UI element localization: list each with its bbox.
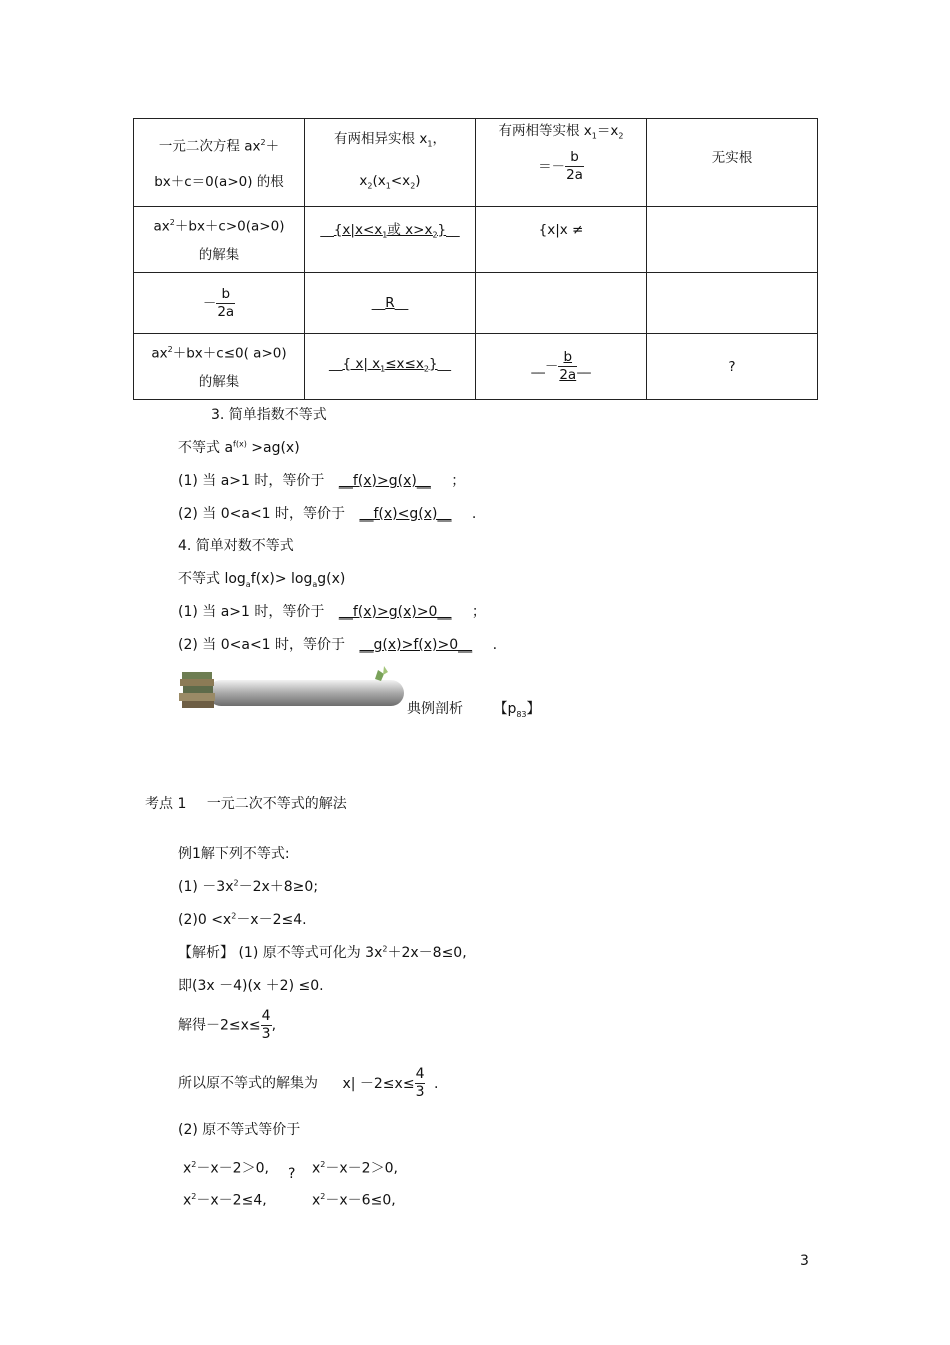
- equivalence-arrow-icon: ?: [288, 1166, 296, 1182]
- numerator: 4: [261, 1008, 271, 1024]
- example-intro: 例1解下列不等式:: [178, 846, 290, 862]
- blank: __: [531, 358, 545, 375]
- inequality-system-1: [183, 1151, 269, 1214]
- text: 【p: [493, 701, 517, 717]
- cell-text: －: [202, 295, 217, 311]
- answer-text: __g(x)>f(x)>0__: [359, 637, 473, 653]
- text: 】: [526, 701, 541, 717]
- kaodian-heading: [145, 793, 347, 813]
- solution-step-1: 即(3x －4)(x ＋2) ≤0.: [178, 978, 324, 994]
- text: －x－6≤0,: [325, 1192, 396, 1209]
- subscript: a: [312, 579, 318, 589]
- table-cell: [647, 119, 818, 207]
- text: 不等式 a: [178, 440, 234, 456]
- cell-text: 有两相异实根: [334, 130, 416, 147]
- blank: __: [437, 355, 452, 372]
- text: (1) 当 a>1 时，等价于: [178, 473, 325, 489]
- answer-text: { x| x: [342, 355, 381, 372]
- numerator: b: [563, 349, 573, 365]
- subscript: 2: [432, 230, 438, 240]
- denominator: 3: [415, 1084, 425, 1100]
- cell-text: {x|x ≠: [538, 222, 584, 238]
- answer-text: R: [385, 295, 395, 311]
- roots-solution-table: [133, 118, 818, 400]
- cell-text: x: [419, 130, 428, 147]
- text: ；: [471, 604, 486, 620]
- solution-step-3: [178, 1066, 438, 1101]
- cell-text: ＝x: [596, 123, 619, 139]
- superscript: 2: [260, 137, 266, 147]
- table-cell: [134, 273, 305, 334]
- superscript: 2: [191, 1160, 197, 1169]
- text: －x－2＞0,: [196, 1160, 269, 1177]
- superscript: f(x): [233, 439, 247, 449]
- text: (2) 当 0<a<1 时，等价于: [178, 637, 346, 653]
- text: (2)0 <x: [178, 912, 232, 928]
- subscript: 1: [382, 230, 388, 240]
- table-cell: [476, 273, 647, 334]
- section-4-inequality: [178, 568, 345, 589]
- superscript: 2: [320, 1160, 326, 1169]
- text: (1) 当 a>1 时，等价于: [178, 604, 325, 620]
- cell-text: ＝－: [538, 158, 566, 175]
- subscript: a: [245, 579, 251, 589]
- superscript: 2: [169, 217, 175, 227]
- inequality-system-2: [312, 1151, 398, 1214]
- table-cell: [134, 334, 305, 400]
- numerator: b: [221, 285, 231, 302]
- section-4-item-1: [178, 601, 486, 621]
- section-3-item-1: [178, 470, 465, 490]
- subscript: 1: [385, 181, 391, 191]
- text: 【解析】 (1) 原不等式可化为 3x: [178, 945, 383, 961]
- answer-text: __f(x)<g(x)__: [359, 506, 452, 522]
- text: －x－2≤4.: [236, 912, 307, 928]
- example-q1: [178, 876, 318, 896]
- text: －x－2＞0,: [325, 1160, 398, 1177]
- section-banner: [178, 664, 404, 714]
- text: x: [312, 1160, 321, 1177]
- cell-text: ): [415, 172, 421, 189]
- solution-step-2: 解得－2≤x≤ $\frac{4}{3}$ ,: [178, 1008, 277, 1042]
- banner-label: [407, 698, 541, 719]
- section-3-title: 3. 简单指数不等式: [211, 407, 327, 423]
- table-cell: [476, 119, 647, 207]
- table-cell: [134, 119, 305, 207]
- text: (1) －3x: [178, 879, 234, 895]
- cell-text: 一元二次方程: [158, 138, 240, 155]
- solution-step-4: (2) 原不等式等价于: [178, 1122, 301, 1138]
- fraction: [558, 349, 577, 384]
- table-row: [134, 334, 818, 400]
- text: >ag(x): [246, 440, 300, 456]
- text: x| －2≤x≤: [342, 1075, 415, 1092]
- blank: __: [371, 295, 386, 311]
- subscript: 1: [591, 131, 597, 141]
- superscript: 2: [382, 944, 388, 954]
- subscript: 2: [367, 181, 373, 191]
- subscript: 2: [423, 364, 429, 374]
- fraction: [415, 1066, 426, 1101]
- table-cell: [647, 334, 818, 400]
- blank: __: [577, 358, 591, 375]
- denominator: 2a: [217, 303, 235, 320]
- table-row: [134, 119, 818, 207]
- cell-text: bx＋c＝0(a>0) 的根: [154, 174, 284, 191]
- text: 一元二次不等式的解法: [206, 796, 347, 812]
- text: 不等式 log: [178, 571, 246, 587]
- subscript: 1: [380, 364, 386, 374]
- cell-text: ax: [151, 345, 168, 362]
- cell-text: (x: [372, 172, 386, 189]
- cell-text: x: [583, 123, 592, 139]
- text: .: [471, 506, 477, 522]
- denominator: 3: [261, 1026, 271, 1042]
- table-row: [134, 207, 818, 273]
- table-cell: [647, 273, 818, 334]
- superscript: 2: [231, 911, 237, 921]
- table-cell: [476, 207, 647, 273]
- example-q2: [178, 909, 307, 929]
- fraction: [565, 149, 584, 184]
- answer-text: __f(x)>g(x)__: [338, 473, 431, 489]
- table-cell: [647, 207, 818, 273]
- text: 解得－2≤x≤: [178, 1017, 261, 1034]
- text: 典例剖析: [407, 701, 463, 717]
- books-banner-icon: [178, 664, 404, 714]
- answer-text: __f(x)>g(x)>0__: [338, 604, 452, 620]
- text: x: [183, 1160, 192, 1177]
- text: ＋2x－8≤0,: [387, 945, 467, 961]
- blank: __: [328, 355, 343, 372]
- superscript: 2: [167, 344, 173, 354]
- text: ；: [451, 473, 466, 489]
- table-cell: [305, 273, 476, 334]
- cell-text: 有两相等实根: [498, 123, 580, 139]
- cell-text: 无实根: [711, 150, 753, 166]
- fraction: [216, 286, 235, 321]
- subscript: 2: [618, 131, 624, 141]
- superscript: 2: [233, 878, 239, 888]
- cell-text: ax: [153, 218, 170, 235]
- text: g(x): [317, 571, 346, 587]
- subscript: 83: [516, 709, 527, 719]
- text: .: [433, 1075, 439, 1092]
- cell-text: ，: [432, 130, 446, 147]
- subscript: 1: [427, 139, 433, 149]
- cell-text: ＋: [265, 138, 280, 155]
- table-cell: [476, 334, 647, 400]
- blank: __: [320, 222, 334, 238]
- numerator: 4: [415, 1066, 425, 1082]
- text: －x－2≤4,: [196, 1192, 267, 1209]
- section-3-inequality: [178, 437, 300, 457]
- cell-text: 的解集: [198, 374, 240, 391]
- text: .: [492, 637, 498, 653]
- denominator: 2a: [566, 167, 583, 184]
- cell-text: ?: [728, 358, 736, 375]
- numerator: b: [570, 149, 579, 166]
- table-row: [134, 273, 818, 334]
- answer-text: 或 x>x: [387, 222, 433, 238]
- table-cell: [305, 334, 476, 400]
- superscript: 2: [320, 1191, 326, 1201]
- text: 所以原不等式的解集为: [178, 1075, 318, 1092]
- text: (2) 当 0<a<1 时，等价于: [178, 506, 346, 522]
- cell-text: ax: [244, 138, 261, 155]
- page-number: 3: [800, 1253, 809, 1269]
- table-cell: [305, 207, 476, 273]
- answer-text: ≤x≤x: [385, 355, 424, 372]
- solution-line: [178, 942, 467, 962]
- superscript: 2: [191, 1191, 197, 1201]
- subscript: 2: [410, 181, 416, 191]
- blank: __: [446, 222, 460, 238]
- blank: __: [394, 295, 409, 311]
- cell-text: ＋bx＋c>0(a>0): [174, 218, 285, 235]
- section-3-item-2: [178, 503, 476, 523]
- cell-text: －: [544, 358, 559, 375]
- fraction: [261, 1008, 272, 1043]
- text: f(x)> log: [250, 571, 313, 587]
- answer-text: {x|x<x: [333, 222, 383, 238]
- table-cell: [305, 119, 476, 207]
- text: 考点 1: [145, 796, 187, 812]
- text: x: [183, 1192, 192, 1209]
- table-cell: [134, 207, 305, 273]
- section-4-title: 4. 简单对数不等式: [178, 538, 294, 554]
- answer-text: }: [428, 355, 438, 372]
- text: －2x＋8≥0;: [238, 879, 319, 895]
- denominator: 2a: [559, 367, 577, 383]
- section-4-item-2: [178, 634, 497, 654]
- cell-text: ＋bx＋c≤0( a>0): [172, 345, 287, 362]
- answer-text: }: [437, 222, 447, 238]
- cell-text: 的解集: [198, 247, 240, 264]
- cell-text: x: [359, 172, 368, 189]
- text: x: [312, 1192, 321, 1209]
- cell-text: <x: [390, 172, 411, 189]
